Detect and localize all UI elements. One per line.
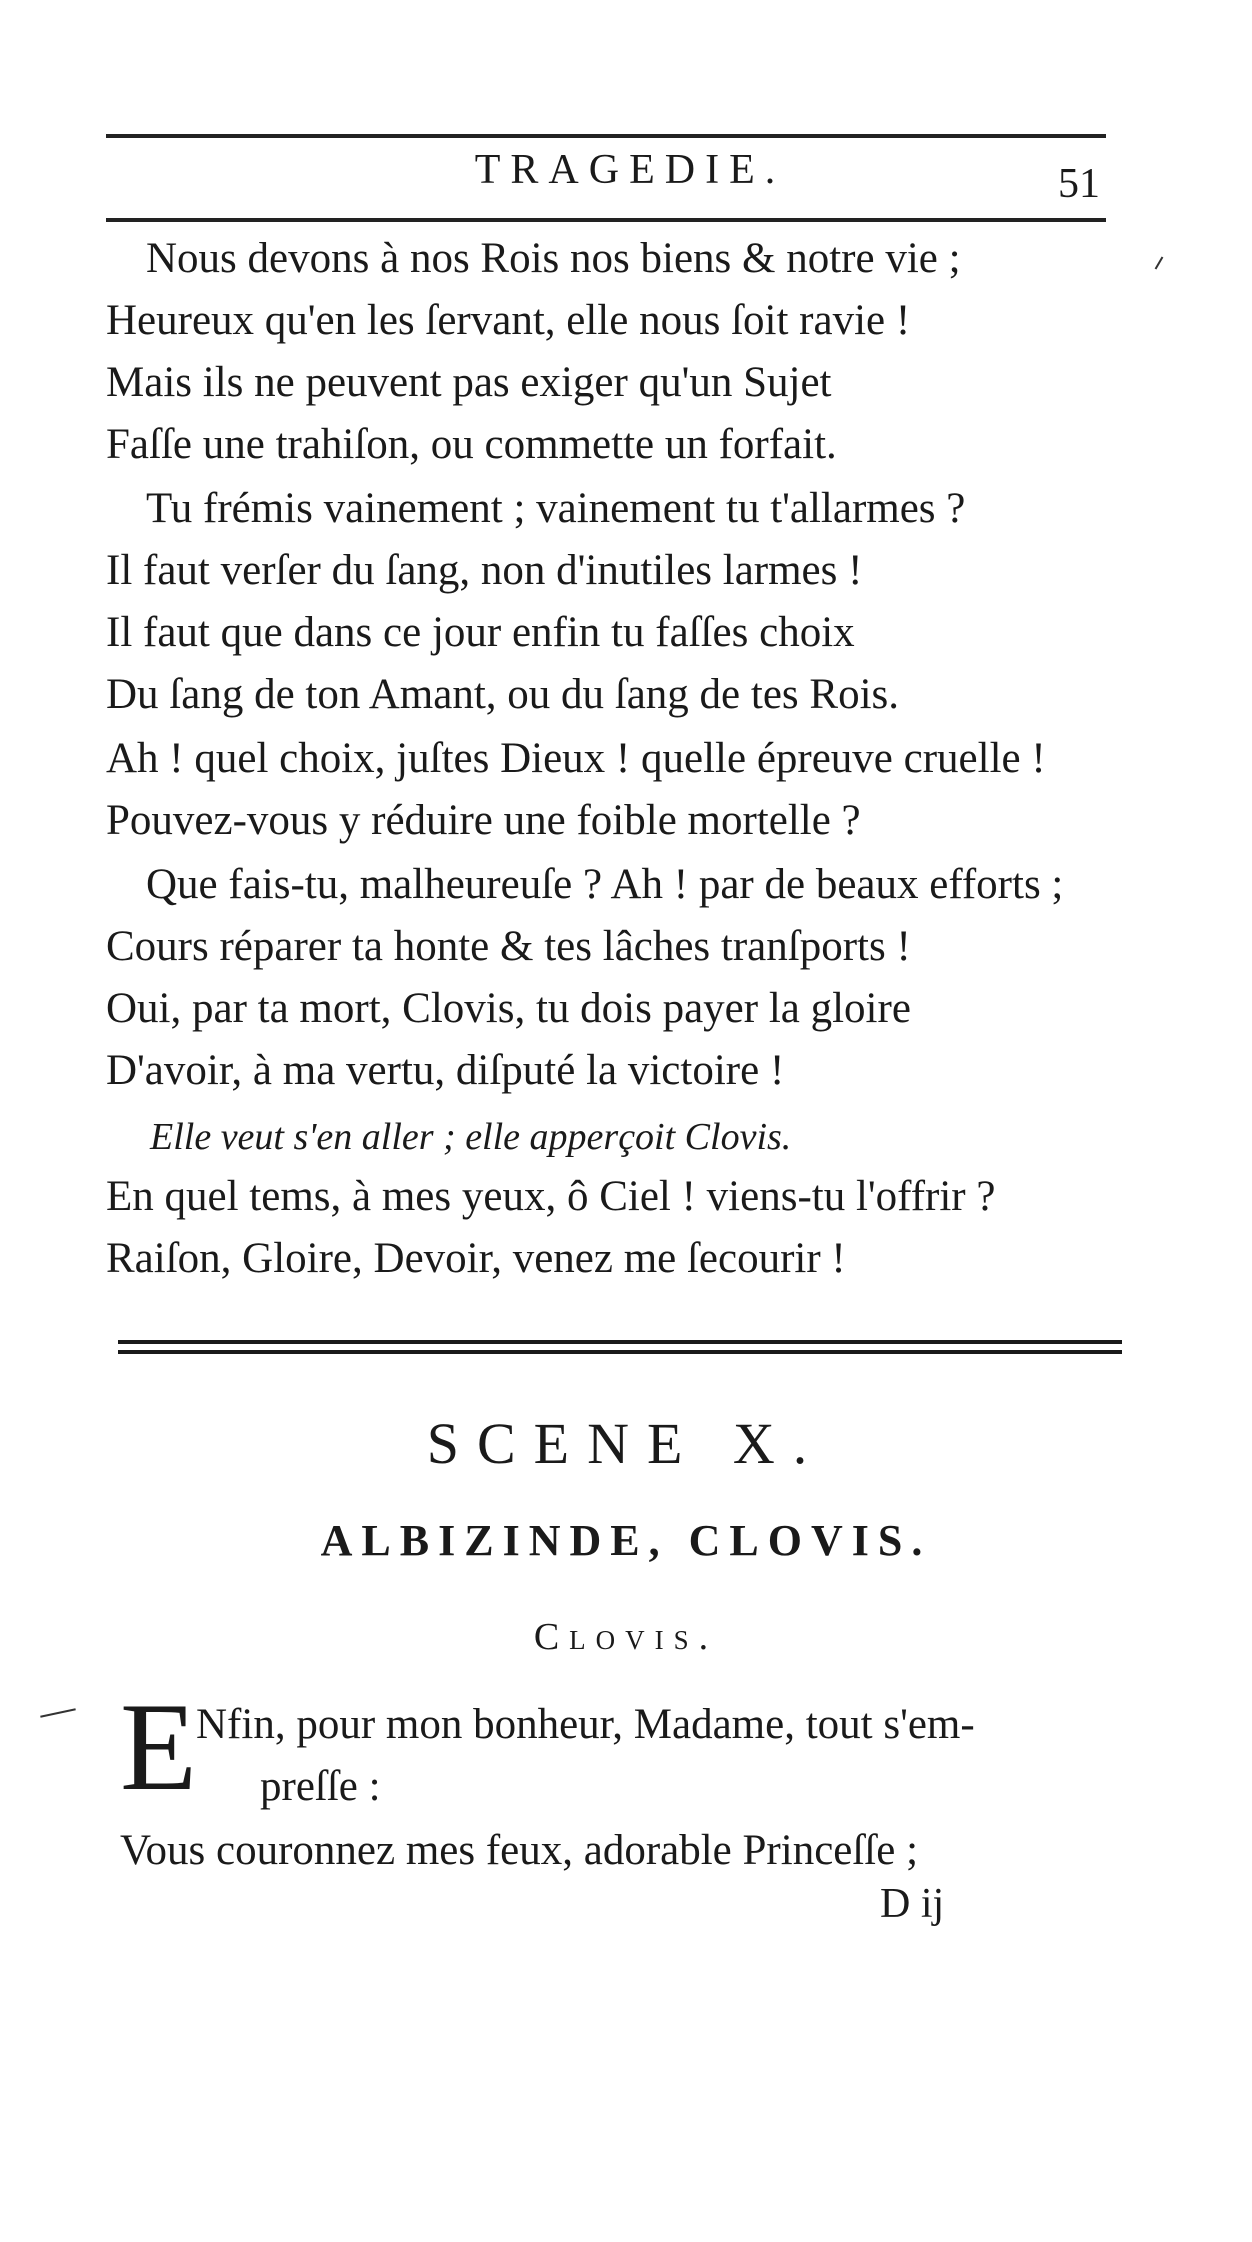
verse-line: Du ſang de ton Amant, ou du ſang de tes Rois.	[106, 671, 900, 718]
verse-line: En quel tems, à mes yeux, ô Ciel ! viens-tu l'offrir ?	[106, 1173, 996, 1220]
verse-line: Oui, par ta mort, Clovis, tu dois payer la gloire	[106, 985, 911, 1032]
signature-mark: D ij	[880, 1881, 945, 1927]
speech-line: Vous couronnez mes feux, adorable Princeſſe ;	[120, 1827, 919, 1874]
verse-line: Il faut verſer du ſang, non d'inutiles larmes !	[106, 547, 863, 594]
margin-mark	[40, 1708, 76, 1717]
verse-line: Pouvez-vous y réduire une foible mortelle ?	[106, 797, 861, 844]
drop-cap: E	[120, 1678, 197, 1817]
verse-line: Cours réparer ta honte & tes lâches tranſports !	[106, 923, 911, 970]
verse-line: Faſſe une trahiſon, ou commette un forfait.	[106, 421, 837, 468]
header-rule	[106, 218, 1106, 222]
margin-mark	[1155, 256, 1164, 269]
scene-divider	[118, 1340, 1122, 1354]
scene-characters: ALBIZINDE, CLOVIS.	[320, 1516, 932, 1565]
running-title: TRAGEDIE.	[474, 147, 786, 193]
verse-line: D'avoir, à ma vertu, diſputé la victoire !	[106, 1047, 785, 1094]
speaker-name: Clovis.	[533, 1616, 719, 1658]
speech-line: preſſe :	[260, 1763, 381, 1810]
verse-line: Raiſon, Gloire, Devoir, venez me ſecourir !	[106, 1235, 846, 1282]
verse-line: Tu frémis vainement ; vainement tu t'allarmes ?	[146, 485, 966, 532]
speech-line: Nfin, pour mon bonheur, Madame, tout s'em-	[196, 1701, 975, 1748]
verse-line: Il faut que dans ce jour enfin tu faſſes choix	[106, 609, 855, 656]
stage-direction: Elle veut s'en aller ; elle apperçoit Clovis.	[150, 1116, 792, 1158]
scene-title: SCENE X.	[426, 1411, 826, 1476]
verse-line: Mais ils ne peuvent pas exiger qu'un Sujet	[106, 359, 832, 406]
page-number: 51	[1058, 161, 1100, 207]
top-rule	[106, 134, 1106, 138]
verse-line: Heureux qu'en les ſervant, elle nous ſoit ravie !	[106, 297, 911, 344]
verse-line: Nous devons à nos Rois nos biens & notre vie ;	[146, 235, 961, 282]
verse-line: Ah ! quel choix, juſtes Dieux ! quelle épreuve cruelle !	[106, 735, 1046, 782]
verse-line: Que fais-tu, malheureuſe ? Ah ! par de beaux efforts ;	[146, 861, 1064, 908]
